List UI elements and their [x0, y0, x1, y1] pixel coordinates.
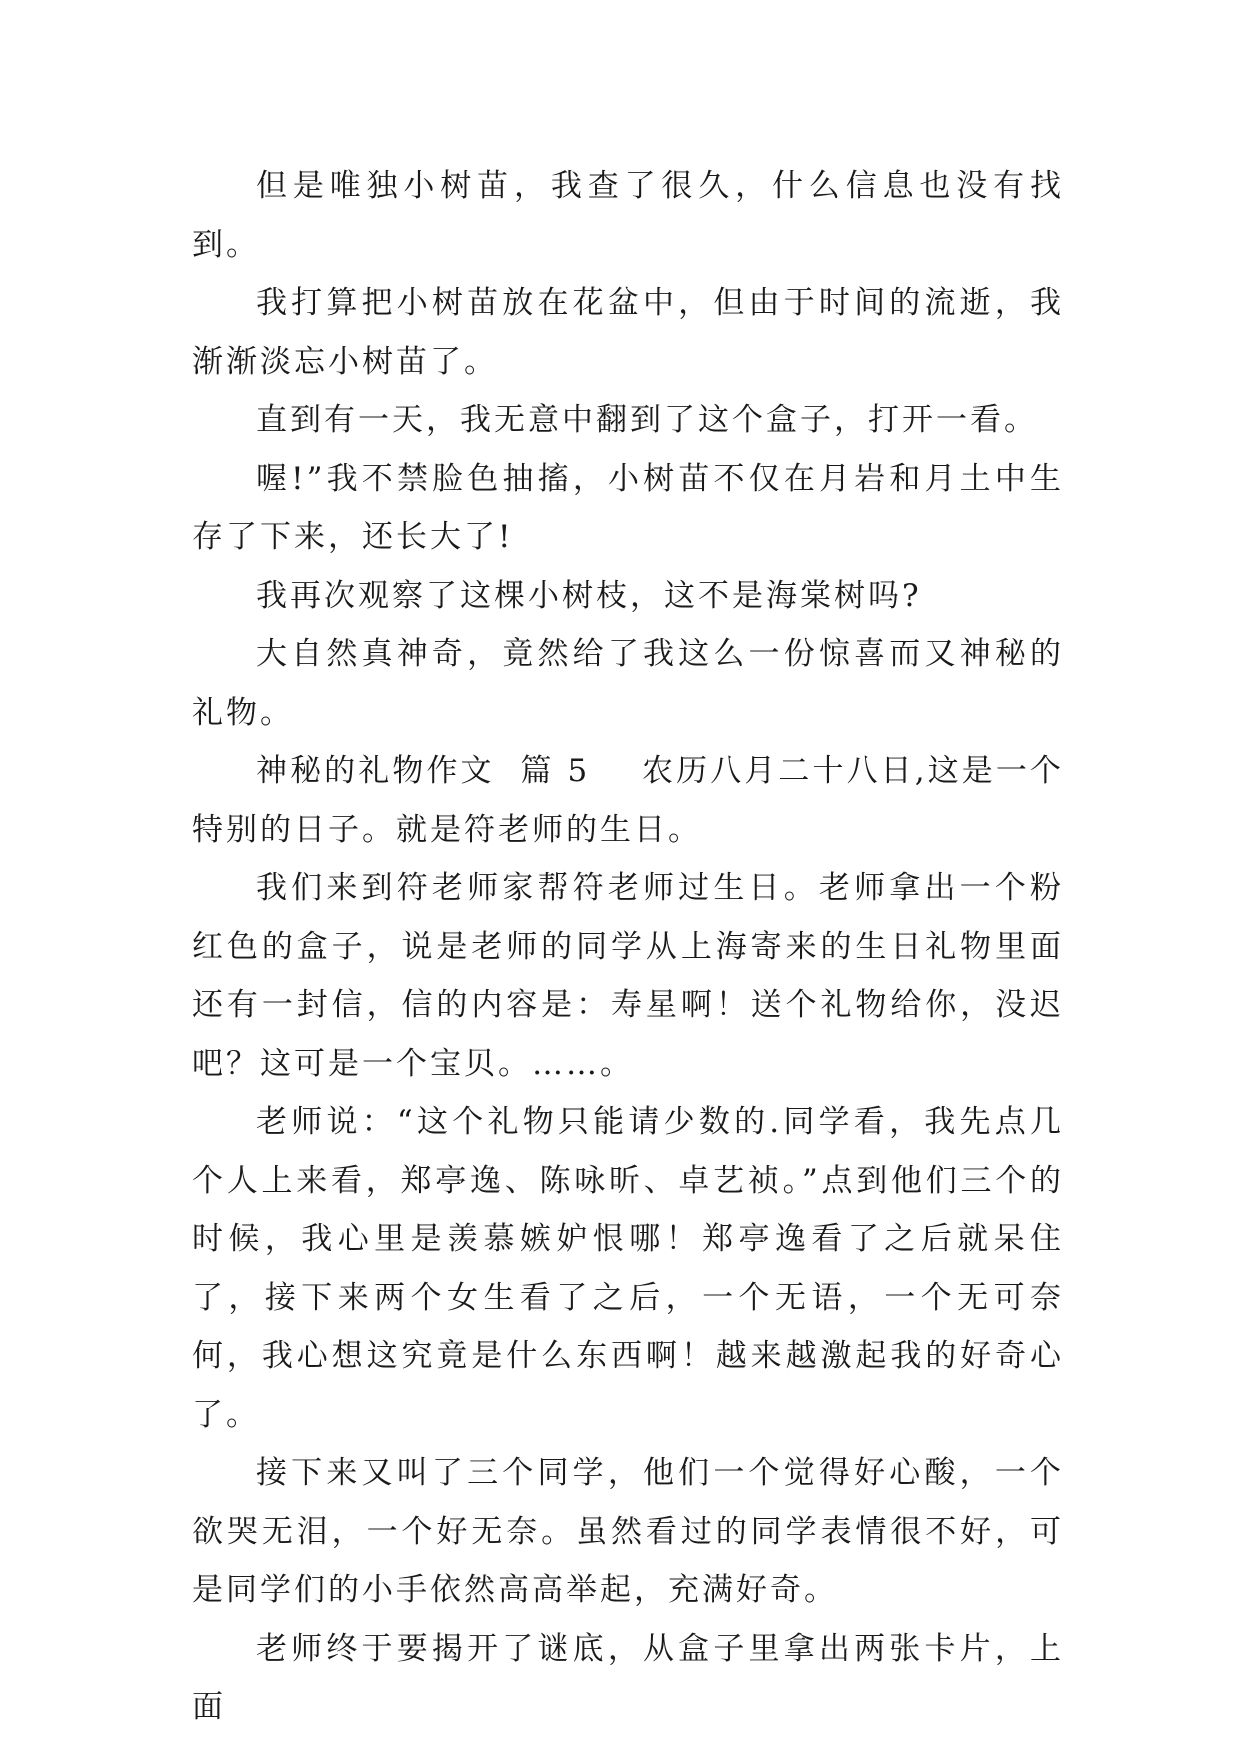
paragraph: 我再次观察了这棵小树枝，这不是海棠树吗? [256, 577, 922, 614]
paragraph: 老师终于要揭开了谜底，从盒子里拿出两张卡片，上面 [192, 1630, 1064, 1725]
paragraph: 接下来又叫了三个同学，他们一个觉得好心酸，一个欲哭无泪，一个好无奈。虽然看过的同学表情很不好，可是同学们的小手依然高高举起，充满好奇。 [192, 1455, 1064, 1608]
section-heading-paragraph: 神秘的礼物作文 篇 5 农历八月二十八日,这是一个特别的日子。就是符老师的生日。 [192, 753, 1064, 848]
paragraph: 我们来到符老师家帮符老师过生日。老师拿出一个粉红色的盒子，说是老师的同学从上海寄来的生日礼物里面还有一封信，信的内容是：寿星啊！送个礼物给你，没迟吧？这可是一个宝贝。……。 [192, 870, 1064, 1082]
paragraph: 大自然真神奇，竟然给了我这么一份惊喜而又神秘的礼物。 [192, 636, 1064, 731]
paragraph: 喔!”我不禁脸色抽搐，小树苗不仅在月岩和月土中生存了下来，还长大了! [192, 460, 1064, 555]
document-body [192, 157, 1064, 1737]
paragraph: 老师说：“这个礼物只能请少数的.同学看，我先点几个人上来看，郑亭逸、陈咏昕、卓艺祯。”点到他们三个的时候，我心里是羡慕嫉妒恨哪！郑亭逸看了之后就呆住了，接下来两个女生看了之后，一个无语，一个无可奈何，我心想这究竟是什么东西啊！越来越激起我的好奇心了。 [192, 1104, 1064, 1433]
paragraph: 直到有一天，我无意中翻到了这个盒子，打开一看。 [256, 402, 1038, 438]
paragraph: 我打算把小树苗放在花盆中，但由于时间的流逝，我渐渐淡忘小树苗了。 [192, 285, 1064, 380]
paragraph: 但是唯独小树苗，我查了很久，什么信息也没有找到。 [192, 168, 1064, 263]
